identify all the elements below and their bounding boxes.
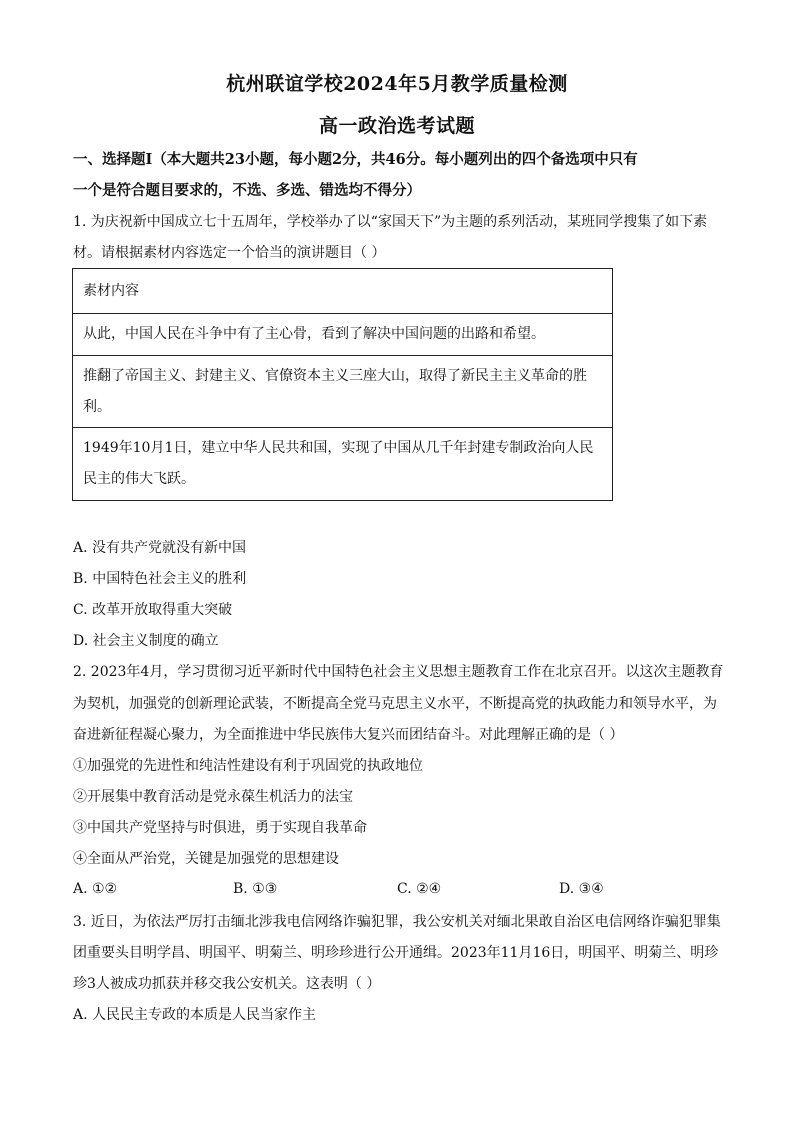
q2-statement-2: ②开展集中教育活动是党永葆生机活力的法宝 <box>73 789 353 805</box>
q3-stem-line2: 团重要头目明学昌、明国平、明菊兰、明珍珍进行公开通缉。2023年11月16日，明国平、明菊兰、明珍 <box>73 945 719 961</box>
q1-material-table <box>72 268 613 501</box>
q2-statement-4: ④全面从严治党，关键是加强党的思想建设 <box>73 851 339 867</box>
section-heading-line1: 一、选择题Ⅰ（本大题共23小题，每小题2分，共46分。每小题列出的四个备选项中只有 <box>73 151 638 168</box>
q2-option-c: C. ②④ <box>397 881 442 897</box>
q1-option-c: C. 改革开放取得重大突破 <box>73 602 233 618</box>
material-row: 1949年10月1日，建立中华人民共和国，实现了中国从几千年封建专制政治向人民 民主的伟大飞跃。 <box>73 427 612 500</box>
exam-subtitle: 高一政治选考试题 <box>318 115 475 137</box>
q2-statement-1: ①加强党的先进性和纯洁性建设有利于巩固党的执政地位 <box>73 758 423 774</box>
q2-options <box>73 881 723 899</box>
q1-option-a: A. 没有共产党就没有新中国 <box>73 540 247 556</box>
q1-stem-line2: 材。请根据素材内容选定一个恰当的演讲题目（ ） <box>73 245 386 261</box>
q3-option-a: A. 人民民主专政的本质是人民当家作主 <box>73 1007 317 1023</box>
q2-stem-line3: 奋进新征程凝心聚力，为全面推进中华民族伟大复兴而团结奋斗。对此理解正确的是（ ） <box>73 727 624 743</box>
section-heading-line2: 一个是符合题目要求的，不选、多选、错选均不得分） <box>73 182 421 199</box>
q3-stem-line1: 3. 近日，为依法严厉打击缅北涉我电信网络诈骗犯罪，我公安机关对缅北果敢自治区电信网络诈骗犯罪集 <box>73 914 721 930</box>
q2-option-a: A. ①② <box>73 881 118 897</box>
q2-statement-3: ③中国共产党坚持与时俱进，勇于实现自我革命 <box>73 820 367 836</box>
material-row: 从此，中国人民在斗争中有了主心骨，看到了解决中国问题的出路和希望。 <box>73 313 612 355</box>
q2-option-b: B. ①③ <box>233 881 278 897</box>
q1-option-b: B. 中国特色社会主义的胜利 <box>73 571 247 587</box>
exam-title: 杭州联谊学校2024年5月教学质量检测 <box>226 73 568 95</box>
q2-option-d: D. ③④ <box>559 881 604 897</box>
material-row: 推翻了帝国主义、封建主义、官僚资本主义三座大山，取得了新民主主义革命的胜 利。 <box>73 355 612 427</box>
q2-stem-line2: 为契机，加强党的创新理论武装，不断提高全党马克思主义水平，不断提高党的执政能力和领导水平，为 <box>73 696 717 712</box>
q2-stem-line1: 2. 2023年4月，学习贯彻习近平新时代中国特色社会主义思想主题教育工作在北京召开。以这次主题教育 <box>73 664 724 680</box>
q1-stem-line1: 1. 为庆祝新中国成立七十五周年，学校举办了以“家国天下”为主题的系列活动，某班同学搜集了如下素 <box>73 214 708 230</box>
q1-option-d: D. 社会主义制度的确立 <box>73 633 219 649</box>
material-table-header: 素材内容 <box>83 282 139 299</box>
q3-stem-line3: 珍3人被成功抓获并移交我公安机关。这表明（ ） <box>73 976 381 992</box>
